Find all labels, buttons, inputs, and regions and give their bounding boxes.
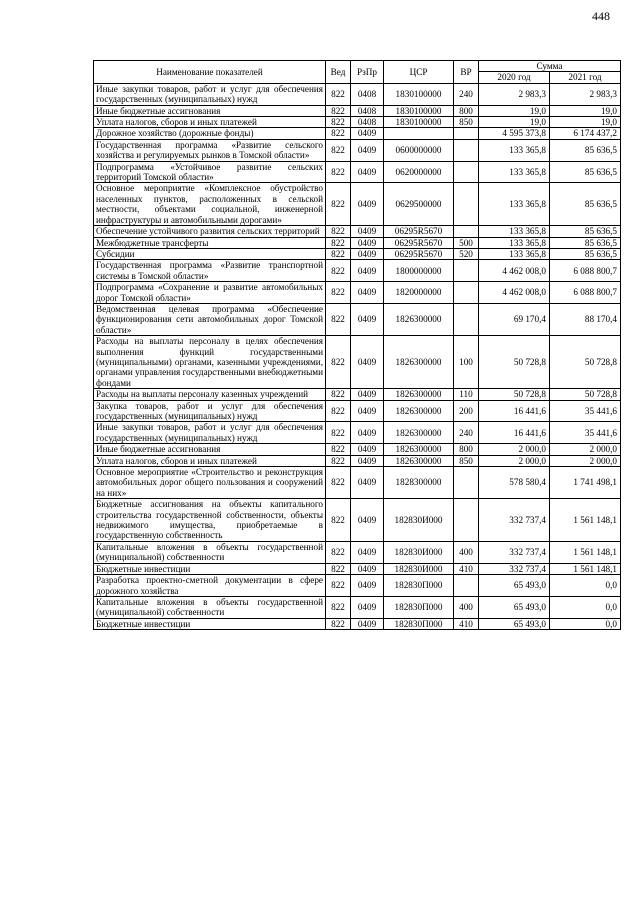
table-row — [94, 455, 621, 466]
table-cell-csr: 06295R5670 — [384, 248, 454, 259]
table-cell-2021: 88 170,4 — [550, 303, 621, 335]
table-cell-vr — [454, 260, 479, 282]
table-cell-2021: 0,0 — [550, 618, 621, 629]
table-row — [94, 139, 621, 161]
table-row — [94, 183, 621, 226]
table-cell-ved: 822 — [326, 83, 351, 105]
table-cell-rzpr: 0409 — [351, 596, 384, 618]
table-cell-2021: 35 441,6 — [550, 400, 621, 422]
table-cell-vr: 500 — [454, 237, 479, 248]
table-cell-vr: 400 — [454, 596, 479, 618]
table-cell-ved: 822 — [326, 389, 351, 400]
table-cell-ved: 822 — [326, 161, 351, 183]
table-cell-csr: 182830И000 — [384, 563, 454, 574]
table-cell-name: Основное мероприятие «Комплексное обустройство населенных пунктов, расположенных в сельской местности, объектами социальной, инженерной инфраструктуры и автомобильными дорогами» — [94, 183, 326, 226]
table-row — [94, 117, 621, 128]
header-vr: ВР — [454, 61, 479, 84]
table-cell-ved: 822 — [326, 282, 351, 304]
table-cell-name: Дорожное хозяйство (дорожные фонды) — [94, 128, 326, 139]
table-cell-2021: 0,0 — [550, 596, 621, 618]
table-cell-2020: 133 365,8 — [479, 139, 550, 161]
table-cell-rzpr: 0409 — [351, 282, 384, 304]
table-cell-rzpr: 0409 — [351, 303, 384, 335]
table-cell-2021: 2 983,3 — [550, 83, 621, 105]
table-cell-csr: 1830100000 — [384, 117, 454, 128]
table-cell-2021: 50 728,8 — [550, 336, 621, 389]
header-name: Наименование показателей — [94, 61, 326, 84]
table-cell-ved: 822 — [326, 226, 351, 237]
table-cell-vr: 200 — [454, 400, 479, 422]
table-cell-ved: 822 — [326, 105, 351, 116]
table-cell-vr: 850 — [454, 455, 479, 466]
table-cell-ved: 822 — [326, 575, 351, 597]
table-row — [94, 105, 621, 116]
table-cell-ved: 822 — [326, 248, 351, 259]
table-cell-csr: 1828300000 — [384, 467, 454, 499]
table-cell-2020: 133 365,8 — [479, 161, 550, 183]
table-cell-vr — [454, 183, 479, 226]
table-cell-2021: 35 441,6 — [550, 422, 621, 444]
table-cell-2020: 4 595 373,8 — [479, 128, 550, 139]
table-cell-2020: 50 728,8 — [479, 389, 550, 400]
table-cell-2021: 1 561 148,1 — [550, 563, 621, 574]
table-cell-2020: 133 365,8 — [479, 183, 550, 226]
table-cell-rzpr: 0409 — [351, 139, 384, 161]
table-cell-ved: 822 — [326, 303, 351, 335]
table-cell-vr: 110 — [454, 389, 479, 400]
table-cell-2020: 50 728,8 — [479, 336, 550, 389]
table-cell-2021: 2 000,0 — [550, 455, 621, 466]
table-cell-csr: 1826300000 — [384, 336, 454, 389]
table-cell-2020: 2 000,0 — [479, 444, 550, 455]
header-2020: 2020 год — [479, 72, 550, 83]
table-cell-rzpr: 0408 — [351, 105, 384, 116]
table-cell-rzpr: 0408 — [351, 83, 384, 105]
table-cell-2020: 4 462 008,0 — [479, 282, 550, 304]
table-cell-2021: 85 636,5 — [550, 248, 621, 259]
table-row — [94, 400, 621, 422]
table-cell-2021: 85 636,5 — [550, 237, 621, 248]
table-cell-vr: 800 — [454, 105, 479, 116]
table-cell-vr: 400 — [454, 541, 479, 563]
table-cell-ved: 822 — [326, 596, 351, 618]
table-cell-csr: 1826300000 — [384, 455, 454, 466]
table-cell-vr: 240 — [454, 83, 479, 105]
table-cell-name: Межбюджетные трансферты — [94, 237, 326, 248]
table-cell-rzpr: 0409 — [351, 455, 384, 466]
table-cell-2020: 332 737,4 — [479, 563, 550, 574]
table-cell-2021: 1 561 148,1 — [550, 499, 621, 542]
table-row — [94, 248, 621, 259]
table-cell-2021: 1 561 148,1 — [550, 541, 621, 563]
table-cell-name: Государственная программа «Развитие транспортной системы в Томской области» — [94, 260, 326, 282]
table-cell-2021: 0,0 — [550, 575, 621, 597]
table-row — [94, 596, 621, 618]
table-cell-rzpr: 0409 — [351, 618, 384, 629]
table-cell-name: Разработка проектно-сметной документации в сфере дорожного хозяйства — [94, 575, 326, 597]
table-cell-vr — [454, 226, 479, 237]
table-cell-2020: 19,0 — [479, 117, 550, 128]
table-row — [94, 499, 621, 542]
table-cell-2020: 332 737,4 — [479, 541, 550, 563]
table-cell-name: Подпрограмма «Устойчивое развитие сельских территорий Томской области» — [94, 161, 326, 183]
table-cell-rzpr: 0408 — [351, 117, 384, 128]
table-cell-name: Иные закупки товаров, работ и услуг для обеспечения государственных (муниципальных) нужд — [94, 422, 326, 444]
header-2021: 2021 год — [550, 72, 621, 83]
table-cell-name: Обеспечение устойчивого развития сельских территорий — [94, 226, 326, 237]
table-cell-vr: 520 — [454, 248, 479, 259]
table-cell-2020: 133 365,8 — [479, 226, 550, 237]
table-cell-name: Капитальные вложения в объекты государственной (муниципальной) собственности — [94, 541, 326, 563]
table-cell-vr: 240 — [454, 422, 479, 444]
table-cell-2021: 6 088 800,7 — [550, 282, 621, 304]
table-cell-2020: 4 462 008,0 — [479, 260, 550, 282]
table-cell-name: Расходы на выплаты персоналу в целях обеспечения выполнения функций государственными (муниципальными) органами, казенными учреждениями, органами управления государственными внебюджетными фондами — [94, 336, 326, 389]
table-body — [94, 83, 621, 629]
table-cell-name: Основное мероприятие «Строительство и реконструкция автомобильных дорог общего пользования и сооружений на них» — [94, 467, 326, 499]
table-cell-ved: 822 — [326, 541, 351, 563]
header-rzpr: РзПр — [351, 61, 384, 84]
table-cell-ved: 822 — [326, 422, 351, 444]
table-cell-name: Подпрограмма «Сохранение и развитие автомобильных дорог Томской области» — [94, 282, 326, 304]
table-cell-csr: 1820000000 — [384, 282, 454, 304]
table-cell-ved: 822 — [326, 400, 351, 422]
budget-table — [93, 60, 621, 630]
table-cell-csr: 182830П000 — [384, 618, 454, 629]
table-cell-name: Субсидии — [94, 248, 326, 259]
table-cell-rzpr: 0409 — [351, 248, 384, 259]
table-row — [94, 389, 621, 400]
table-row — [94, 575, 621, 597]
table-header — [94, 61, 621, 84]
table-cell-2020: 133 365,8 — [479, 248, 550, 259]
table-row — [94, 422, 621, 444]
table-cell-vr: 800 — [454, 444, 479, 455]
table-cell-ved: 822 — [326, 444, 351, 455]
table-cell-rzpr: 0409 — [351, 422, 384, 444]
table-row — [94, 128, 621, 139]
table-cell-2020: 578 580,4 — [479, 467, 550, 499]
table-cell-2020: 65 493,0 — [479, 575, 550, 597]
page-number: 448 — [592, 9, 610, 23]
table-row — [94, 83, 621, 105]
table-cell-2021: 6 088 800,7 — [550, 260, 621, 282]
table-row — [94, 161, 621, 183]
table-cell-name: Уплата налогов, сборов и иных платежей — [94, 455, 326, 466]
table-cell-vr — [454, 467, 479, 499]
table-row — [94, 303, 621, 335]
table-cell-vr — [454, 575, 479, 597]
table-cell-name: Бюджетные инвестиции — [94, 563, 326, 574]
table-cell-csr: 1826300000 — [384, 400, 454, 422]
table-row — [94, 563, 621, 574]
table-cell-ved: 822 — [326, 455, 351, 466]
table-cell-csr — [384, 128, 454, 139]
table-cell-rzpr: 0409 — [351, 183, 384, 226]
table-cell-csr: 0620000000 — [384, 161, 454, 183]
table-cell-vr: 100 — [454, 336, 479, 389]
table-cell-2021: 19,0 — [550, 117, 621, 128]
header-csr: ЦСР — [384, 61, 454, 84]
table-cell-rzpr: 0409 — [351, 161, 384, 183]
table-cell-vr — [454, 139, 479, 161]
table-cell-name: Капитальные вложения в объекты государственной (муниципальной) собственности — [94, 596, 326, 618]
table-cell-2021: 6 174 437,2 — [550, 128, 621, 139]
table-cell-ved: 822 — [326, 336, 351, 389]
table-cell-vr — [454, 128, 479, 139]
table-cell-rzpr: 0409 — [351, 575, 384, 597]
table-row — [94, 237, 621, 248]
table-row — [94, 444, 621, 455]
table-cell-ved: 822 — [326, 117, 351, 128]
table-cell-name: Иные бюджетные ассигнования — [94, 444, 326, 455]
table-cell-2020: 2 983,3 — [479, 83, 550, 105]
table-cell-rzpr: 0409 — [351, 336, 384, 389]
table-cell-rzpr: 0409 — [351, 260, 384, 282]
table-cell-vr: 850 — [454, 117, 479, 128]
table-cell-vr — [454, 282, 479, 304]
table-cell-name: Уплата налогов, сборов и иных платежей — [94, 117, 326, 128]
table-cell-ved: 822 — [326, 618, 351, 629]
table-cell-2021: 85 636,5 — [550, 183, 621, 226]
table-cell-2020: 332 737,4 — [479, 499, 550, 542]
table-cell-ved: 822 — [326, 563, 351, 574]
table-cell-ved: 822 — [326, 260, 351, 282]
table-cell-rzpr: 0409 — [351, 128, 384, 139]
table-row — [94, 467, 621, 499]
table-row — [94, 282, 621, 304]
table-row — [94, 336, 621, 389]
table-cell-rzpr: 0409 — [351, 444, 384, 455]
table-cell-csr: 06295R5670 — [384, 226, 454, 237]
table-cell-csr: 1826300000 — [384, 422, 454, 444]
header-ved: Вед — [326, 61, 351, 84]
table-cell-ved: 822 — [326, 467, 351, 499]
table-row — [94, 618, 621, 629]
table-cell-rzpr: 0409 — [351, 467, 384, 499]
table-cell-name: Расходы на выплаты персоналу казенных учреждений — [94, 389, 326, 400]
table-cell-name: Государственная программа «Развитие сельского хозяйства и регулируемых рынков в Томской области» — [94, 139, 326, 161]
table-row — [94, 260, 621, 282]
table-cell-name: Иные закупки товаров, работ и услуг для обеспечения государственных (муниципальных) нужд — [94, 83, 326, 105]
table-cell-rzpr: 0409 — [351, 541, 384, 563]
table-cell-2021: 1 741 498,1 — [550, 467, 621, 499]
table-cell-csr: 06295R5670 — [384, 237, 454, 248]
table-row — [94, 541, 621, 563]
table-cell-name: Иные бюджетные ассигнования — [94, 105, 326, 116]
table-cell-ved: 822 — [326, 139, 351, 161]
table-cell-csr: 1826300000 — [384, 444, 454, 455]
table-cell-2020: 69 170,4 — [479, 303, 550, 335]
table-row — [94, 226, 621, 237]
table-cell-rzpr: 0409 — [351, 563, 384, 574]
table-cell-csr: 182830П000 — [384, 575, 454, 597]
table-cell-2020: 2 000,0 — [479, 455, 550, 466]
table-cell-csr: 182830П000 — [384, 596, 454, 618]
table-cell-2020: 133 365,8 — [479, 237, 550, 248]
table-cell-name: Ведомственная целевая программа «Обеспечение функционирования сети автомобильных дорог Томской области» — [94, 303, 326, 335]
table-cell-name: Бюджетные ассигнования на объекты капитального строительства государственной собственности, объекты недвижимого имущества, приобретаемые в государственную собственность — [94, 499, 326, 542]
table-cell-ved: 822 — [326, 499, 351, 542]
table-cell-rzpr: 0409 — [351, 237, 384, 248]
table-cell-name: Закупка товаров, работ и услуг для обеспечения государственных (муниципальных) нужд — [94, 400, 326, 422]
table-cell-ved: 822 — [326, 237, 351, 248]
table-cell-vr: 410 — [454, 563, 479, 574]
table-cell-csr: 0600000000 — [384, 139, 454, 161]
table-cell-name: Бюджетные инвестиции — [94, 618, 326, 629]
table-cell-csr: 1830100000 — [384, 83, 454, 105]
table-cell-2021: 19,0 — [550, 105, 621, 116]
table-cell-2021: 2 000,0 — [550, 444, 621, 455]
table-cell-vr: 410 — [454, 618, 479, 629]
table-cell-csr: 1800000000 — [384, 260, 454, 282]
table-cell-vr — [454, 499, 479, 542]
table-cell-2021: 50 728,8 — [550, 389, 621, 400]
table-cell-rzpr: 0409 — [351, 226, 384, 237]
table-cell-rzpr: 0409 — [351, 389, 384, 400]
table-cell-2020: 16 441,6 — [479, 422, 550, 444]
table-cell-csr: 1830100000 — [384, 105, 454, 116]
table-cell-2021: 85 636,5 — [550, 161, 621, 183]
table-cell-vr — [454, 161, 479, 183]
table-cell-csr: 1826300000 — [384, 303, 454, 335]
table-cell-rzpr: 0409 — [351, 400, 384, 422]
table-cell-csr: 1826300000 — [384, 389, 454, 400]
table-cell-2021: 85 636,5 — [550, 139, 621, 161]
header-sum: Сумма — [479, 61, 621, 72]
table-cell-ved: 822 — [326, 128, 351, 139]
table-cell-2021: 85 636,5 — [550, 226, 621, 237]
table-cell-rzpr: 0409 — [351, 499, 384, 542]
table-cell-2020: 16 441,6 — [479, 400, 550, 422]
table-cell-2020: 19,0 — [479, 105, 550, 116]
table-cell-ved: 822 — [326, 183, 351, 226]
table-cell-csr: 182830И000 — [384, 499, 454, 542]
table-cell-2020: 65 493,0 — [479, 618, 550, 629]
table-cell-csr: 182830И000 — [384, 541, 454, 563]
table-cell-csr: 0629500000 — [384, 183, 454, 226]
table-cell-2020: 65 493,0 — [479, 596, 550, 618]
table-cell-vr — [454, 303, 479, 335]
